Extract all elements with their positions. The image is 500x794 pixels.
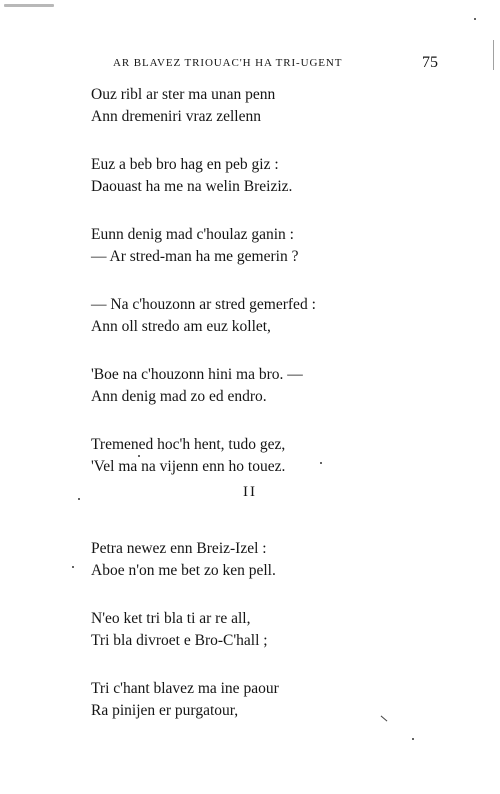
verse-line: Tri bla divroet e Bro-C'hall ; bbox=[91, 632, 268, 649]
ink-speck bbox=[412, 738, 414, 740]
verse-line: Eunn denig mad c'houlaz ganin : bbox=[91, 226, 294, 243]
stanza bbox=[91, 538, 421, 582]
verse-line: — Ar stred-man ha me gemerin ? bbox=[91, 248, 299, 265]
verse-line: Tremened hoc'h hent, tudo gez, bbox=[91, 436, 286, 453]
verse-line: Ann dremeniri vraz zellenn bbox=[91, 108, 261, 125]
verse-line: Ra pinijen er purgatour, bbox=[91, 702, 239, 719]
stanza bbox=[91, 608, 421, 652]
scan-mark bbox=[4, 4, 54, 7]
ink-speck bbox=[320, 462, 322, 464]
verse-line: — Na c'houzonn ar stred gemerfed : bbox=[91, 296, 316, 313]
ink-speck bbox=[78, 498, 80, 500]
ink-speck bbox=[72, 566, 74, 568]
poem-part-one bbox=[91, 84, 421, 504]
verse-line: 'Boe na c'houzonn hini ma bro. — bbox=[91, 366, 303, 383]
stanza bbox=[91, 678, 421, 722]
stanza bbox=[91, 434, 421, 478]
ink-speck bbox=[474, 18, 476, 20]
verse-line: Daouast ha me na welin Breiziz. bbox=[91, 178, 293, 195]
page-number: 75 bbox=[422, 54, 438, 71]
ink-speck bbox=[138, 455, 140, 457]
poem-part-two bbox=[91, 538, 421, 748]
stanza bbox=[91, 224, 421, 268]
stanza bbox=[91, 364, 421, 408]
verse-line: Ann denig mad zo ed endro. bbox=[91, 388, 267, 405]
verse-line: Tri c'hant blavez ma ine paour bbox=[91, 680, 279, 697]
verse-line: Aboe n'on me bet zo ken pell. bbox=[91, 562, 276, 579]
page-header bbox=[113, 54, 438, 76]
verse-line: N'eo ket tri bla ti ar re all, bbox=[91, 610, 251, 627]
stanza bbox=[91, 294, 421, 338]
section-heading: II bbox=[243, 484, 257, 500]
running-head: AR BLAVEZ TRIOUAC'H HA TRI-UGENT bbox=[113, 57, 343, 69]
verse-line: Ouz ribl ar ster ma unan penn bbox=[91, 86, 276, 103]
page-edge-mark bbox=[493, 40, 494, 70]
verse-line: 'Vel ma na vijenn enn ho touez. bbox=[91, 458, 286, 475]
verse-line: Ann oll stredo am euz kollet, bbox=[91, 318, 271, 335]
verse-line: Petra newez enn Breiz-Izel : bbox=[91, 540, 267, 557]
stanza bbox=[91, 84, 421, 128]
verse-line: Euz a beb bro hag en peb giz : bbox=[91, 156, 279, 173]
stanza bbox=[91, 154, 421, 198]
